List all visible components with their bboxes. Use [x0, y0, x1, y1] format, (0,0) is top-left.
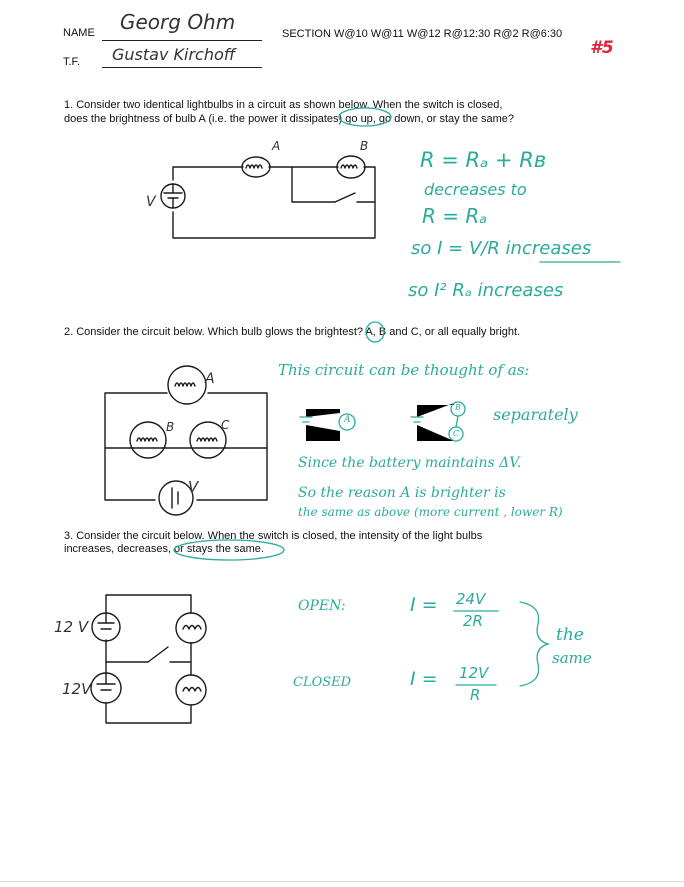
q3-closed-numerator: 12V	[459, 664, 489, 682]
q1-answer-line4: so I = V/R increases	[411, 238, 592, 259]
q2-label-v: V	[188, 478, 199, 496]
ta-underline	[102, 67, 262, 68]
q2-answer-line4: the same as above (more current , lower R)	[298, 505, 563, 519]
q2-equivalent-circuits	[292, 395, 482, 451]
section-options: SECTION W@10 W@11 W@12 R@12:30 R@2 R@6:30	[282, 28, 563, 40]
q1-label-b: B	[360, 139, 369, 153]
q3-closed-i: I =	[410, 668, 438, 690]
q2-mini-c: C	[453, 429, 460, 438]
q2-text-line1: 2. Consider the circuit below. Which bulb glows the brightest? A, B and C, or all equally bright.	[64, 326, 521, 338]
q2-label-c: C	[221, 418, 230, 432]
q2-label-a: A	[205, 371, 215, 387]
q2-answer-separately: separately	[493, 405, 578, 424]
q3-closed-denominator: R	[470, 686, 481, 704]
q3-answer-circle	[170, 536, 288, 566]
q2-answer-circle	[363, 319, 387, 345]
q3-voltage-bottom: 12V	[62, 680, 92, 698]
q3-text-line1: 3. Consider the circuit below. When the switch is closed, the intensity of the light bulbs	[64, 530, 483, 542]
q3-bulb-bottom	[176, 675, 206, 705]
q1-answer-circle	[335, 104, 395, 130]
q3-voltage-top: 12 V	[54, 618, 89, 636]
q3-open-i: I =	[410, 594, 438, 616]
q2-circuit-diagram	[95, 360, 275, 520]
q3-switch	[148, 647, 168, 662]
q1-answer-line1: R = Rₐ + Rʙ	[420, 148, 547, 172]
q2-answer-line2: Since the battery maintains ΔV.	[298, 455, 522, 471]
q3-result-line1: the	[556, 625, 584, 645]
q1-text-line2: does the brightness of bulb A (i.e. the power it dissipates) go up, go down, or stay the same?	[64, 113, 515, 125]
q3-brace	[512, 598, 552, 690]
q1-answer-line5: so I² Rₐ increases	[408, 280, 564, 301]
q3-open-numerator: 24V	[456, 590, 486, 608]
q1-underline	[538, 258, 622, 266]
name-underline	[102, 40, 262, 41]
q3-result-line2: same	[552, 649, 592, 667]
q2-label-b: B	[166, 420, 175, 434]
q1-text-line1: 1. Consider two identical lightbulbs in a circuit as shown below. When the switch is closed,	[64, 99, 503, 111]
q1-label-v: V	[146, 194, 156, 210]
q1-switch	[335, 193, 355, 202]
student-name: Georg Ohm	[120, 10, 236, 34]
q2-mini-b: B	[455, 403, 461, 412]
scan-edge-line	[0, 881, 684, 882]
q3-text-line2: increases, decreases, or stays the same.	[64, 543, 264, 555]
q3-open-label: OPEN:	[298, 598, 346, 614]
q1-answer-line3: R = Rₐ	[422, 204, 488, 228]
q3-bulb-top	[176, 613, 206, 643]
q2-mini-a: A	[344, 415, 351, 425]
q1-label-a: A	[272, 139, 281, 153]
q2-answer-line3: So the reason A is brighter is	[298, 485, 506, 501]
name-label: NAME	[63, 27, 95, 39]
ta-label: T.F.	[63, 56, 81, 68]
q3-closed-label: CLOSED	[293, 675, 352, 690]
ta-name: Gustav Kirchoff	[112, 45, 236, 64]
q3-circuit-diagram	[80, 585, 230, 735]
grade-mark: #5	[590, 38, 614, 58]
q3-open-denominator: 2R	[463, 612, 483, 630]
q1-answer-line2: decreases to	[424, 180, 527, 199]
q2-answer-line1: This circuit can be thought of as:	[278, 361, 530, 379]
